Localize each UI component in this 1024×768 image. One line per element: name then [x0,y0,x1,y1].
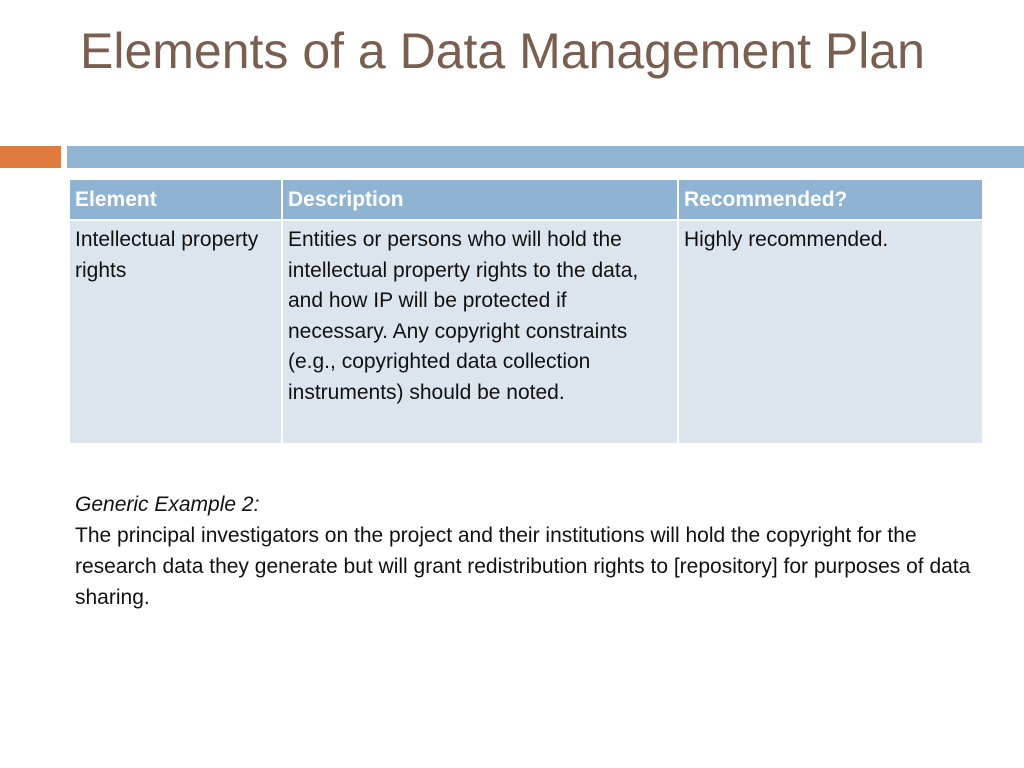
table-row [69,220,983,444]
generic-example [75,489,980,613]
title-accent-orange-bar [0,146,61,168]
dmp-elements-table [68,178,984,445]
table-header-row [69,179,983,220]
cell-element: Intellectual property rights [69,220,282,444]
cell-recommended: Highly recommended. [678,220,983,444]
column-header-element: Element [69,179,282,220]
example-body: The principal investigators on the project and their institutions will hold the copyright for the research data they generate but will grant redistribution rights to [repository] for purposes of data sharing. [75,524,971,609]
column-header-description: Description [282,179,678,220]
slide-title: Elements of a Data Management Plan [80,23,925,79]
cell-description: Entities or persons who will hold the intellectual property rights to the data, and how IP will be protected if necessary. Any copyright constraints (e.g., copyrighted data collection instruments) should be noted. [282,220,678,444]
column-header-recommended: Recommended? [678,179,983,220]
title-accent-blue-bar [67,146,1024,168]
example-heading: Generic Example 2: [75,493,260,516]
